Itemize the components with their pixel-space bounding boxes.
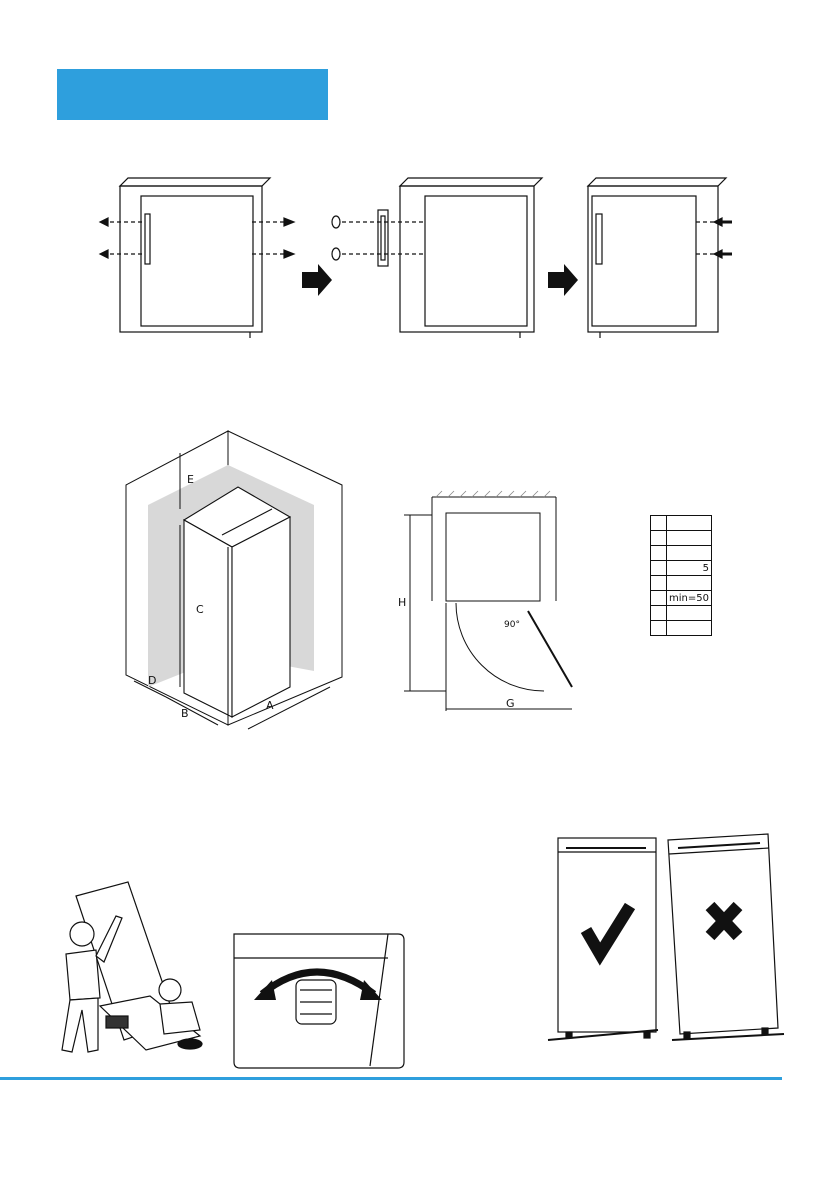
table-row xyxy=(651,621,712,636)
table-row xyxy=(651,546,712,561)
dimension-e-label: E xyxy=(187,473,194,486)
table-row: 5 xyxy=(651,561,712,576)
fridge-front-step-2 xyxy=(400,178,542,338)
dimension-c-label: C xyxy=(196,603,204,616)
table-row xyxy=(651,576,712,591)
table-row xyxy=(651,606,712,621)
table-row xyxy=(651,516,712,531)
step-arrow-icon-2 xyxy=(548,264,578,296)
door-opening-diagram xyxy=(404,497,572,711)
fridge-isometric xyxy=(184,487,290,717)
step-arrow-icon xyxy=(302,264,332,296)
fridge-level-wrong xyxy=(668,834,784,1040)
door-angle-label: 90° xyxy=(504,620,520,630)
leveling-illustration xyxy=(0,830,839,1070)
table-row xyxy=(651,531,712,546)
table-row: min=50 xyxy=(651,591,712,606)
dimension-table xyxy=(650,515,712,636)
fridge-front-step-1 xyxy=(120,178,270,338)
dimension-g-label: G xyxy=(506,697,515,710)
handle-and-screws xyxy=(332,210,424,266)
leveling-foot-detail xyxy=(234,934,404,1068)
screw-arrows-right xyxy=(252,218,294,258)
dimension-d-label: D xyxy=(148,674,157,687)
dimension-b-label: B xyxy=(181,707,189,720)
wall-hatching xyxy=(436,491,550,497)
screw-arrows-left xyxy=(100,218,142,258)
clearance-diagram xyxy=(0,425,839,745)
footer-rule xyxy=(0,1077,782,1080)
fridge-front-step-3 xyxy=(588,178,726,338)
dimension-h-label: H xyxy=(398,596,407,609)
section-heading-banner xyxy=(57,69,328,120)
screw-arrows-inward xyxy=(696,218,732,258)
dimension-a-label: A xyxy=(266,699,274,712)
door-reversal-diagram xyxy=(0,170,839,350)
